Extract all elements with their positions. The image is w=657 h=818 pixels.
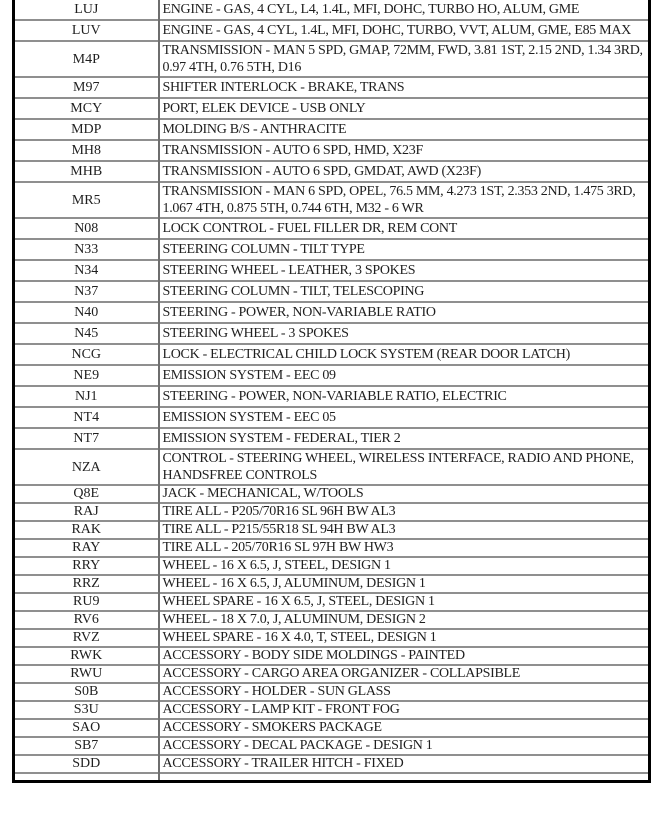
option-code-cell: N33: [14, 239, 159, 260]
table-row: [14, 302, 650, 323]
table-row: [14, 719, 650, 737]
option-code-cell: NE9: [14, 365, 159, 386]
description-cell: CONTROL - STEERING WHEEL, WIRELESS INTERFACE, RADIO AND PHONE, HANDSFREE CONTROLS: [159, 449, 650, 485]
option-code-cell: N40: [14, 302, 159, 323]
option-code-cell: RAY: [14, 539, 159, 557]
table-row: [14, 428, 650, 449]
description-cell: MOLDING B/S - ANTHRACITE: [159, 119, 650, 140]
description-cell: SHIFTER INTERLOCK - BRAKE, TRANS: [159, 77, 650, 98]
description-cell: WHEEL SPARE - 16 X 4.0, T, STEEL, DESIGN 1: [159, 629, 650, 647]
description-cell: STEERING WHEEL - 3 SPOKES: [159, 323, 650, 344]
table-row: [14, 161, 650, 182]
description-cell: PORT, ELEK DEVICE - USB ONLY: [159, 98, 650, 119]
description-cell: LOCK CONTROL - FUEL FILLER DR, REM CONT: [159, 218, 650, 239]
option-code-cell: RWU: [14, 665, 159, 683]
option-code-cell: RAK: [14, 521, 159, 539]
description-cell: STEERING - POWER, NON-VARIABLE RATIO, ELECTRIC: [159, 386, 650, 407]
option-code-cell: RV6: [14, 611, 159, 629]
description-cell: TRANSMISSION - AUTO 6 SPD, GMDAT, AWD (X23F): [159, 161, 650, 182]
option-code-cell: MR5: [14, 182, 159, 218]
option-code-cell: RU9: [14, 593, 159, 611]
option-code-cell: N37: [14, 281, 159, 302]
table-row: [14, 119, 650, 140]
table-row: [14, 701, 650, 719]
table-row: [14, 665, 650, 683]
option-code-cell: NCG: [14, 344, 159, 365]
description-cell: ACCESSORY - DECAL PACKAGE - DESIGN 1: [159, 737, 650, 755]
table-row: [14, 20, 650, 41]
description-cell: TRANSMISSION - MAN 5 SPD, GMAP, 72MM, FWD, 3.81 1ST, 2.15 2ND, 1.34 3RD, 0.97 4TH, 0.76 5TH, D16: [159, 41, 650, 77]
description-cell: ACCESSORY - SMOKERS PACKAGE: [159, 719, 650, 737]
description-cell: STEERING COLUMN - TILT, TELESCOPING: [159, 281, 650, 302]
option-code-cell: [14, 773, 159, 782]
description-cell: TRANSMISSION - MAN 6 SPD, OPEL, 76.5 MM, 4.273 1ST, 2.353 2ND, 1.475 3RD, 1.067 4TH, 0.875 5TH, 0.744 6TH, M32 - 6 WR: [159, 182, 650, 218]
description-cell: LOCK - ELECTRICAL CHILD LOCK SYSTEM (REAR DOOR LATCH): [159, 344, 650, 365]
description-cell: EMISSION SYSTEM - FEDERAL, TIER 2: [159, 428, 650, 449]
description-cell: ACCESSORY - LAMP KIT - FRONT FOG: [159, 701, 650, 719]
table-row: [14, 140, 650, 161]
table-row: [14, 218, 650, 239]
table-row: [14, 485, 650, 503]
table-row: [14, 239, 650, 260]
table-row: [14, 629, 650, 647]
table-row: [14, 182, 650, 218]
option-code-cell: SAO: [14, 719, 159, 737]
option-code-cell: M4P: [14, 41, 159, 77]
description-cell: WHEEL - 18 X 7.0, J, ALUMINUM, DESIGN 2: [159, 611, 650, 629]
description-cell: ACCESSORY - BODY SIDE MOLDINGS - PAINTED: [159, 647, 650, 665]
table-row: [14, 386, 650, 407]
option-code-cell: RWK: [14, 647, 159, 665]
option-code-cell: N08: [14, 218, 159, 239]
option-code-cell: MDP: [14, 119, 159, 140]
description-cell: STEERING WHEEL - LEATHER, 3 SPOKES: [159, 260, 650, 281]
table-row: [14, 539, 650, 557]
option-code-cell: N45: [14, 323, 159, 344]
option-code-cell: SDD: [14, 755, 159, 773]
table-row: [14, 647, 650, 665]
table-row: [14, 503, 650, 521]
table-row: [14, 407, 650, 428]
description-cell: WHEEL - 16 X 6.5, J, ALUMINUM, DESIGN 1: [159, 575, 650, 593]
table-row: [14, 0, 650, 20]
description-cell: TIRE ALL - 205/70R16 SL 97H BW HW3: [159, 539, 650, 557]
option-code-cell: MH8: [14, 140, 159, 161]
table-row: [14, 344, 650, 365]
description-cell: JACK - MECHANICAL, W/TOOLS: [159, 485, 650, 503]
table-row: [14, 611, 650, 629]
option-code-cell: LUV: [14, 20, 159, 41]
table-row: [14, 281, 650, 302]
table-row: [14, 77, 650, 98]
option-code-cell: S3U: [14, 701, 159, 719]
option-code-cell: MHB: [14, 161, 159, 182]
empty-table-row: [14, 773, 650, 782]
table-row: [14, 41, 650, 77]
option-code-cell: RRZ: [14, 575, 159, 593]
table-row: [14, 557, 650, 575]
description-cell: [159, 773, 650, 782]
option-code-cell: NJ1: [14, 386, 159, 407]
description-cell: WHEEL - 16 X 6.5, J, STEEL, DESIGN 1: [159, 557, 650, 575]
table-row: [14, 755, 650, 773]
description-cell: ENGINE - GAS, 4 CYL, L4, 1.4L, MFI, DOHC, TURBO HO, ALUM, GME: [162, 2, 580, 17]
table-row: [14, 683, 650, 701]
table-row: [14, 323, 650, 344]
table-row: [14, 98, 650, 119]
description-cell: STEERING - POWER, NON-VARIABLE RATIO: [159, 302, 650, 323]
option-code-cell: NT4: [14, 407, 159, 428]
description-cell: TIRE ALL - P215/55R18 SL 94H BW AL3: [159, 521, 650, 539]
option-code-cell: LUJ: [14, 0, 159, 20]
option-code-cell: RVZ: [14, 629, 159, 647]
option-code-cell: Q8E: [14, 485, 159, 503]
option-code-cell: NZA: [14, 449, 159, 485]
option-code-cell: RAJ: [14, 503, 159, 521]
table-row: [14, 593, 650, 611]
option-code-cell: M97: [14, 77, 159, 98]
table-row: [14, 365, 650, 386]
option-code-cell: N34: [14, 260, 159, 281]
table-row: [14, 521, 650, 539]
description-cell: ACCESSORY - TRAILER HITCH - FIXED: [159, 755, 650, 773]
option-code-cell: S0B: [14, 683, 159, 701]
table-row: [14, 260, 650, 281]
description-cell: TIRE ALL - P205/70R16 SL 96H BW AL3: [159, 503, 650, 521]
option-code-cell: MCY: [14, 98, 159, 119]
description-cell: ACCESSORY - HOLDER - SUN GLASS: [159, 683, 650, 701]
description-cell: EMISSION SYSTEM - EEC 09: [159, 365, 650, 386]
description-cell: ACCESSORY - CARGO AREA ORGANIZER - COLLAPSIBLE: [159, 665, 650, 683]
table-row: [14, 575, 650, 593]
rpo-codes-table: [12, 0, 651, 783]
table-row: [14, 449, 650, 485]
table-row: [14, 737, 650, 755]
option-code-cell: RRY: [14, 557, 159, 575]
option-code-cell: SB7: [14, 737, 159, 755]
description-cell: ENGINE - GAS, 4 CYL, 1.4L, MFI, DOHC, TURBO, VVT, ALUM, GME, E85 MAX: [159, 20, 650, 41]
description-cell: WHEEL SPARE - 16 X 6.5, J, STEEL, DESIGN 1: [159, 593, 650, 611]
description-cell: STEERING COLUMN - TILT TYPE: [159, 239, 650, 260]
option-code-cell: NT7: [14, 428, 159, 449]
description-cell: EMISSION SYSTEM - EEC 05: [159, 407, 650, 428]
description-cell: TRANSMISSION - AUTO 6 SPD, HMD, X23F: [159, 140, 650, 161]
